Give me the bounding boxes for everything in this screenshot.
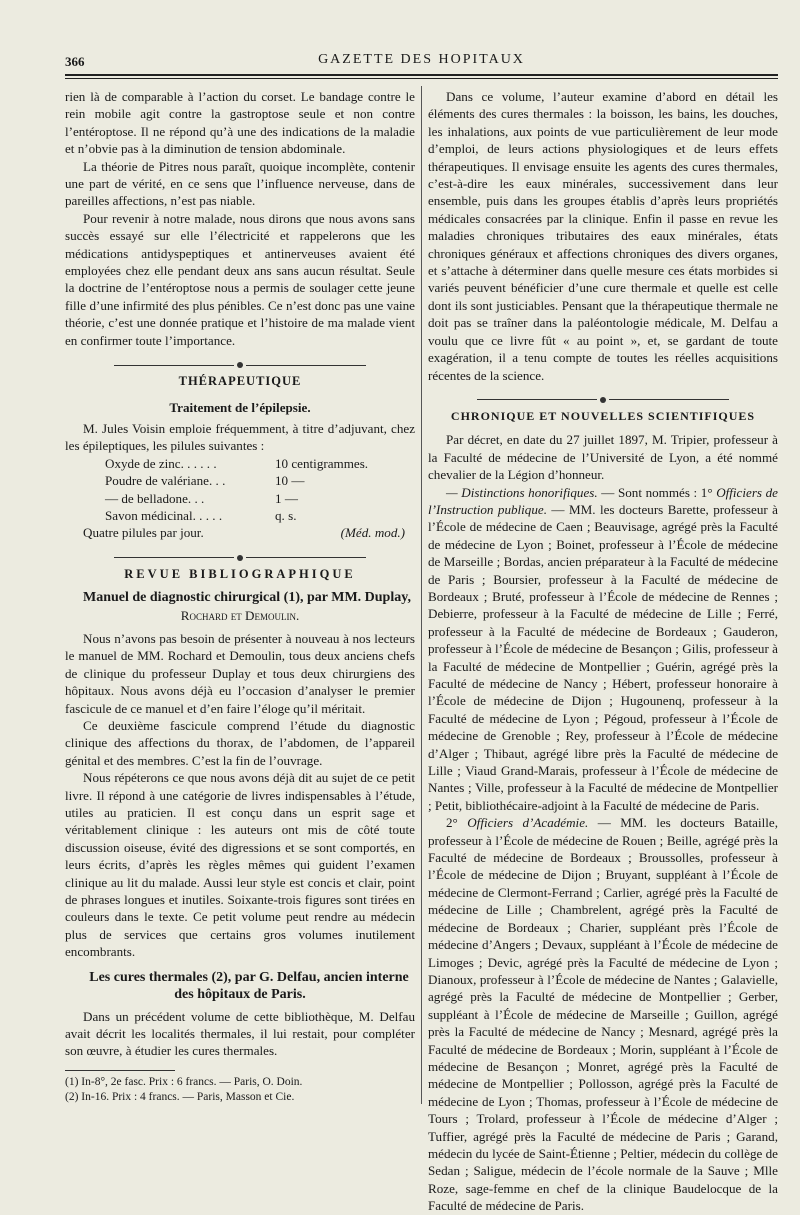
honour-category: Officiers de l’Instruction publique. <box>428 484 778 517</box>
article-title: Traitement de l’épilepsie. <box>169 399 311 415</box>
column-divider <box>421 86 422 1104</box>
paragraph: Nous n’avons pas besoin de présenter à nouveau à nos lecteurs le manuel de MM. Rochard et Demoulin, tous deux anciens chefs de clinique du professeur Duplay et tous deux chirurgiens des hôpitaux. Nous avons déjà eu l’occasion d’analyser le premier fascicule de ce manuel et d’en faire l’éloge qu’il méritait. <box>65 630 415 716</box>
book-authors: Rochard et Demoulin. <box>180 607 300 623</box>
paragraph: M. Jules Voisin emploie fréquemment, à titre d’adjuvant, chez les épileptiques, les pilules suivantes : <box>65 420 415 454</box>
section-title-chronique: CHRONIQUE ET NOUVELLES SCIENTIFIQUES <box>450 408 756 423</box>
paragraph: Par décret, en date du 27 juillet 1897, M. Tripier, professeur à la Faculté de médecine de l’Université de Lyon, a été nommé chevalier de la Légion d’honneur. <box>428 432 778 483</box>
formula-footer <box>65 524 415 541</box>
paragraph: 2° Officiers d’Académie. — MM. les docteurs Bataille, professeur à l’École de médecine de Rouen ; Beille, agrégé près la Faculté de médecine de Bordeaux ; Broussolles, professeur à l’École de médecine de Dijon ; Bruyant, suppléant à l’École de médecine de Clermont-Ferrand ; Carlier, agrégé près la Faculté de médecine de Lille ; Chambrelent, agrégé près la Faculté de médecine de Bordeaux ; Charier, suppléant près l’École de médecine d’Angers ; Devaux, suppléant à l’École de médecine de Limoges ; Devic, agrégé près la Faculté de médecine de Lyon ; Dianoux, professeur à l’École de médecine de Nantes ; Galavielle, agrégé près la Faculté de médecine de Montpellier ; Gerber, suppléant à l’École de médecine de Marseille ; Guillon, agrégé près la Faculté de médecine de Nancy ; Mesnard, agrégé près la Faculté de médecine de Bordeaux ; Morin, suppléant à l’École de médecine de Besançon ; Monret, agrégé près la Faculté de médecine de Montpellier ; Pollosson, agrégé près la Faculté de médecine de Lyon ; Thomas, professeur à l’École de médecine de Tours ; Trolard, professeur à l’École de médecine d’Alger ; Tuffier, agrégé près la Faculté de médecine de Paris ; Garand, médecin du lycée de Saint-Étienne ; Peltier, médecin du collège de Sedan ; Saligue, médecin de l’école normale de la Sauve ; Mlle Roze, sage-femme en chef de la clinique Baudelocque de la Faculté de médecine de Paris. <box>428 815 778 1214</box>
formula-row: Savon médicinal. . . . . q. s. <box>105 507 297 523</box>
prescription-formula <box>65 455 415 525</box>
paragraph: Ce deuxième fascicule comprend l’étude du diagnostic clinique des affections du thorax, de l’abdomen, de l’appareil génital et des membres. C’est la fin de l’ouvrage. <box>65 718 415 768</box>
journal-title: GAZETTE DES HOPITAUX <box>318 52 525 67</box>
footnote: (2) In-16. Prix : 4 francs. — Paris, Masson et Cie. <box>65 1090 295 1103</box>
paragraph: Dans un précédent volume de cette bibliothèque, M. Delfau avait décrit les localités thermales, il lui restait, pour compléter son œuvre, à étudier les cures thermales. <box>65 1008 415 1059</box>
paragraph: Dans ce volume, l’auteur examine d’abord en détail les éléments des cures thermales : la boisson, les bains, les douches, les inhalations, aux points de vue particulièrement de leur mode d’emploi, de leurs actions physiologiques et de leurs effets thérapeutiques. Il envisage ensuite les agents des cures thermales, c’est-à-dire les eaux minérales, successivement dans leur ensemble, puis dans les groupes établis d’après leurs propriétés médicales consacrées par la clinique. Enfin il passe en revue les maladies chroniques tributaires des eaux minérales, états chroniques généraux et affections chroniques des divers organes, et s’attache à déterminer dans quelle mesure ces états morbides si variés peuvent bénéficier d’une cure thermale et quelle est celle dont ils sont justiciables. Pensant que la thérapeutique thermale ne doit pas se traîner dans la paléontologie médicale, M. Delfau a voulu que ce livre fût « au point », et, se gardant de toute exagération, il a tenu compte de toutes les réelles acquisitions récentes de la science. <box>428 89 778 383</box>
formula-source: (Méd. mod.) <box>340 525 405 541</box>
formula-row: Oxyde de zinc. . . . . . 10 centigrammes. <box>105 455 369 471</box>
paragraph: Pour revenir à notre malade, nous dirons que nous avons sans succès essayé sur elle l’électricité et rappelerons que les médications antidyspeptiques et antinerveuses avaient été employées chez elle pendant deux ans sans aucun résultat. Seule la doctrine de l’entéroptose nous a permis de soulager cette jeune fille d’une infirmité des plus pénibles. Ce n’est donc pas une vaine théorie, c’est une donnée pratique et l’histoire de ma malade vient en confirmer toute l’importance. <box>65 210 415 348</box>
paragraph: Nous répéterons ce que nous avons déjà dit au sujet de ce petit livre. Il répond à une catégorie de livres indispensables à l’étude, utiles au praticien. Il est conçu dans un esprit sage et véritablement clinique : les auteurs ont mis de côté toute discussion oiseuse, évité des digressions et se sont comportés, en leurs écrits, d’après les règles mêmes qui guident l’examen clinique au lit du malade. Aussi leur style est concis et clair, point de phrases longues et inutiles. Soixante-trois figures sont tirées en couleurs dans le texte. Ce petit volume peut rendre au médecin plus de services que certains gros volumes inutilement encombrants. <box>65 770 415 960</box>
book-title: Les cures thermales (2), par G. Delfau, ancien interne des hôpitaux de Paris. <box>89 969 409 1003</box>
section-title-revue: REVUE BIBLIOGRAPHIQUE <box>124 566 356 581</box>
section-ornament <box>428 390 778 400</box>
formula-row: Poudre de valériane. . . 10 — <box>105 473 305 489</box>
distinctions-heading: — Distinctions honorifiques. <box>446 484 598 500</box>
paragraph: — Distinctions honorifiques. — Sont nommés : 1° Officiers de l’Instruction publique. — MM. les docteurs Barette, professeur à l’École de médecine de Caen ; Beauvisage, agrégé près la Faculté de médecine de Lyon ; Boinet, professeur à l’École de médecine de Marseille ; Bordas, ancien préparateur à la Faculté de médecine de Paris ; Boursier, professeur à la Faculté de médecine de Bordeaux ; Bruté, professeur à l’École de médecine de Rennes ; Debierre, professeur à la Faculté de médecine de Lille ; Ferré, professeur à la Faculté de médecine de Bordeaux ; Gauderon, professeur à l’École de médecine de Besançon ; Gilis, professeur à la Faculté de médecine de Montpellier ; Guérin, agrégé près la Faculté de médecine de Nancy ; Hébert, professeur honoraire à l’École de médecine de Dijon ; Hugounenq, professeur à la Faculté de médecine de Lyon ; Pégoud, professeur à l’École de médecine de Grenoble ; Rey, professeur à l’École de médecine d’Alger ; Thibaut, agrégé libre près la Faculté de médecine de Lille ; Viaud Grand-Marais, professeur à l’École de médecine de Nantes ; Ville, professeur à la Faculté de médecine de Montpellier ; Petit, bibliothécaire-adjoint à la Faculté de médecine de Paris. <box>428 484 778 813</box>
header-rule <box>65 74 778 79</box>
book-title: Manuel de diagnostic chirurgical (1), par MM. Duplay, <box>83 590 411 606</box>
right-column <box>428 88 778 1215</box>
paragraph: rien là de comparable à l’action du corset. Le bandage contre le rein mobile agit contre la gastroptose seule et non contre l’entéroptose. Il ne répond qu’à une des indications de la maladie et n’obvie pas à la diminution de tension abdominale. <box>65 89 415 157</box>
formula-row: — de belladone. . . 1 — <box>105 490 298 506</box>
section-ornament <box>65 355 415 365</box>
footnote: (1) In-8°, 2e fasc. Prix : 6 francs. — Paris, O. Doin. <box>65 1075 303 1088</box>
page-number: 366 <box>65 54 85 69</box>
paragraph: La théorie de Pitres nous paraît, quoique incomplète, contenir une part de vérité, en ce sens que l’influence nerveuse, dans de pareilles affections, n’est pas niable. <box>65 158 415 209</box>
left-column <box>65 88 415 1105</box>
section-ornament <box>65 548 415 558</box>
footnote-rule <box>65 1070 175 1071</box>
page-header <box>65 50 778 72</box>
honour-category: Officiers d’Académie. <box>467 815 589 831</box>
formula-dosage: Quatre pilules par jour. <box>83 525 204 541</box>
section-title-therapeutique: THÉRAPEUTIQUE <box>178 374 302 389</box>
